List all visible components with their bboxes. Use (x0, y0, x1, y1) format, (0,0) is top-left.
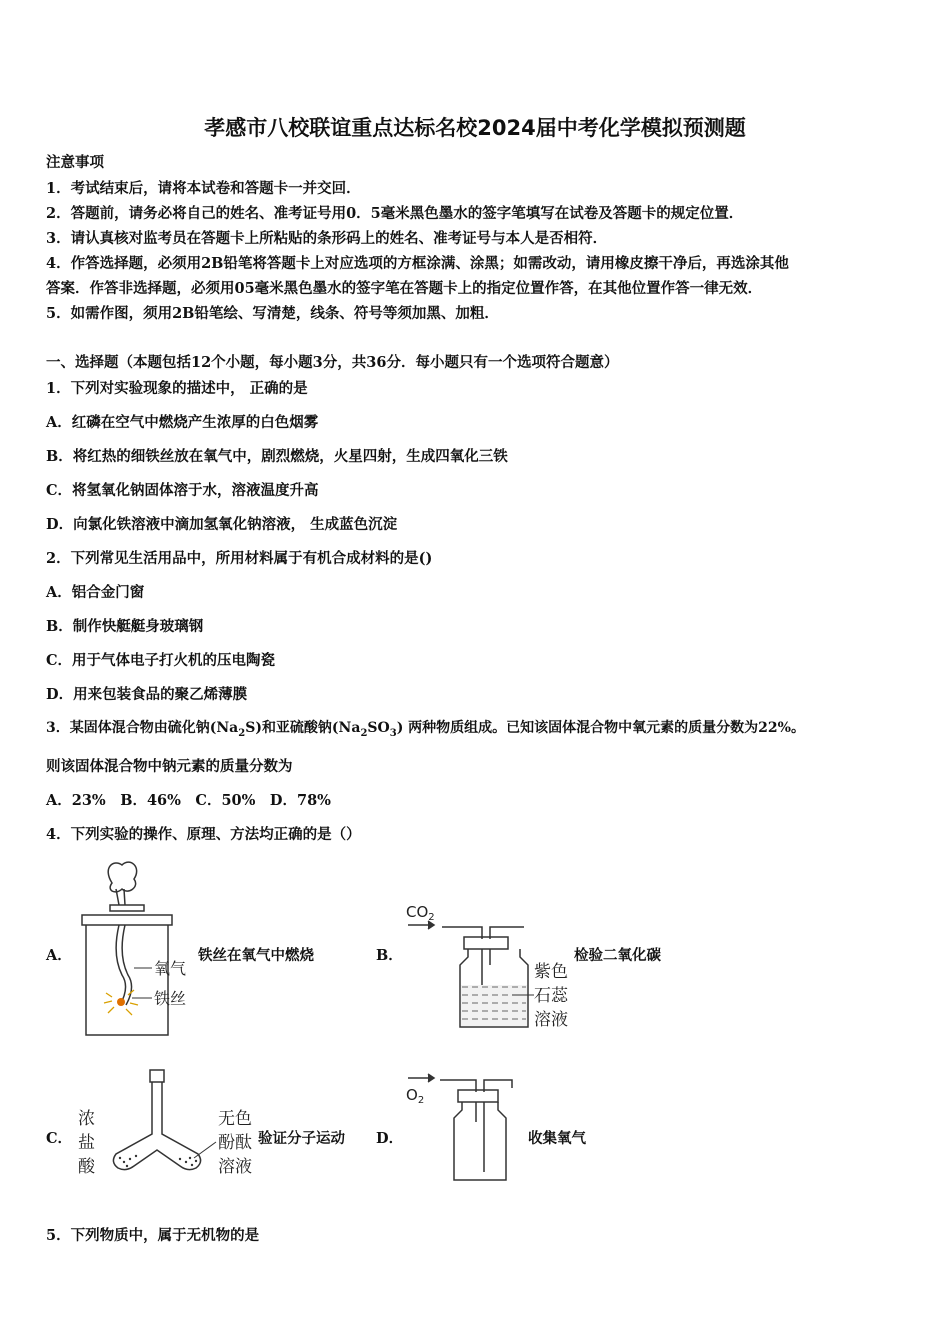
notice-heading: 注意事项 (46, 154, 104, 171)
q4-a-letter: A． (46, 947, 72, 964)
iron-wire-burning-diagram (72, 855, 202, 1040)
page-title: 孝感市八校联谊重点达标名校2024届中考化学模拟预测题 (204, 116, 746, 140)
notice-item-4: 4．作答选择题，必须用2B铅笔将答题卡上对应选项的方框涂满、涂黑；如需改动，请用橡皮擦干净后，再选涂其他 (46, 255, 789, 272)
svg-text:盐: 盐 (78, 1133, 95, 1153)
svg-text:石蕊: 石蕊 (534, 986, 568, 1006)
q2-option-c: C．用于气体电子打火机的压电陶瓷 (46, 652, 276, 669)
label-iron: 铁丝 (154, 989, 187, 1008)
q4-stem: 4．下列实验的操作、原理、方法均正确的是（） (46, 826, 361, 843)
q4-c-caption: 验证分子运动 (258, 1130, 345, 1147)
q1-option-d: D．向氯化铁溶液中滴加氢氧化钠溶液， 生成蓝色沉淀 (46, 516, 398, 533)
q4-d-caption: 收集氧气 (528, 1130, 586, 1147)
svg-text:溶液: 溶液 (218, 1157, 252, 1177)
q3-stem-line2: 则该固体混合物中钠元素的质量分数为 (46, 758, 293, 775)
notice-item-2: 2．答题前，请务必将自己的姓名、准考证号用0．5毫米黑色墨水的签字笔填写在试卷及答题卡的规定位置． (46, 205, 744, 222)
notice-item-4-cont: 答案．作答非选择题，必须用05毫米黑色墨水的签字笔在答题卡上的指定位置作答，在其他位置作答一律无效． (46, 280, 763, 297)
q2-option-d: D．用来包装食品的聚乙烯薄膜 (46, 686, 248, 703)
svg-text:酸: 酸 (78, 1157, 95, 1177)
notice-item-5: 5．如需作图，须用2B铅笔绘、写清楚，线条、符号等须加黑、加粗． (46, 305, 499, 322)
hand-icon (108, 862, 136, 892)
q4-c-letter: C． (46, 1130, 73, 1147)
gas-o2: $O_2$ (406, 1086, 425, 1106)
section-heading: 一、选择题（本题包括12个小题，每小题3分，共36分．每小题只有一个选项符合题意） (46, 354, 619, 371)
q1-option-c: C．将氢氧化钠固体溶于水，溶液温度升高 (46, 482, 319, 499)
gas-co2: $CO_2$ (406, 903, 435, 923)
svg-text:溶液: 溶液 (534, 1010, 568, 1030)
svg-text:浓: 浓 (78, 1109, 95, 1129)
notice-item-3: 3．请认真核对监考员在答题卡上所粘贴的条形码上的姓名、准考证号与本人是否相符． (46, 230, 608, 247)
label-oxygen: 氧气 (154, 959, 187, 978)
q1-option-b: B．将红热的细铁丝放在氧气中，剧烈燃烧，火星四射，生成四氧化三铁 (46, 448, 508, 465)
molecular-motion-diagram (72, 1062, 257, 1182)
svg-text:无色: 无色 (218, 1109, 252, 1129)
q4-b-letter: B． (376, 947, 403, 964)
q4-d-letter: D． (376, 1130, 404, 1147)
svg-text:酚酞: 酚酞 (218, 1133, 252, 1153)
q4-a-caption: 铁丝在氧气中燃烧 (198, 947, 314, 964)
q5-stem: 5．下列物质中，属于无机物的是 (46, 1227, 260, 1244)
notice-item-1: 1．考试结束后，请将本试卷和答题卡一并交回． (46, 180, 361, 197)
svg-text:紫色: 紫色 (534, 962, 568, 982)
q1-option-a: A．红磷在空气中燃烧产生浓厚的白色烟雾 (46, 414, 319, 431)
q2-option-a: A．铝合金门窗 (46, 584, 145, 601)
q2-option-b: B．制作快艇艇身玻璃钢 (46, 618, 204, 635)
co2-test-diagram (402, 895, 572, 1035)
q4-b-caption: 检验二氧化碳 (574, 947, 661, 964)
q3-stem: 3．某固体混合物由硫化钠$(Na_2S)$和亚硫酸钠$(Na_2SO_3)$ 两种物质组成。已知该固体混合物中氧元素的质量分数为22%。 (46, 720, 805, 739)
q2-stem: 2．下列常见生活用品中，所用材料属于有机合成材料的是() (46, 550, 433, 567)
q1-stem: 1．下列对实验现象的描述中， 正确的是 (46, 380, 308, 397)
q3-options: A．23% B．46% C．50% D．78% (46, 792, 331, 809)
oxygen-collection-diagram (402, 1064, 522, 1184)
